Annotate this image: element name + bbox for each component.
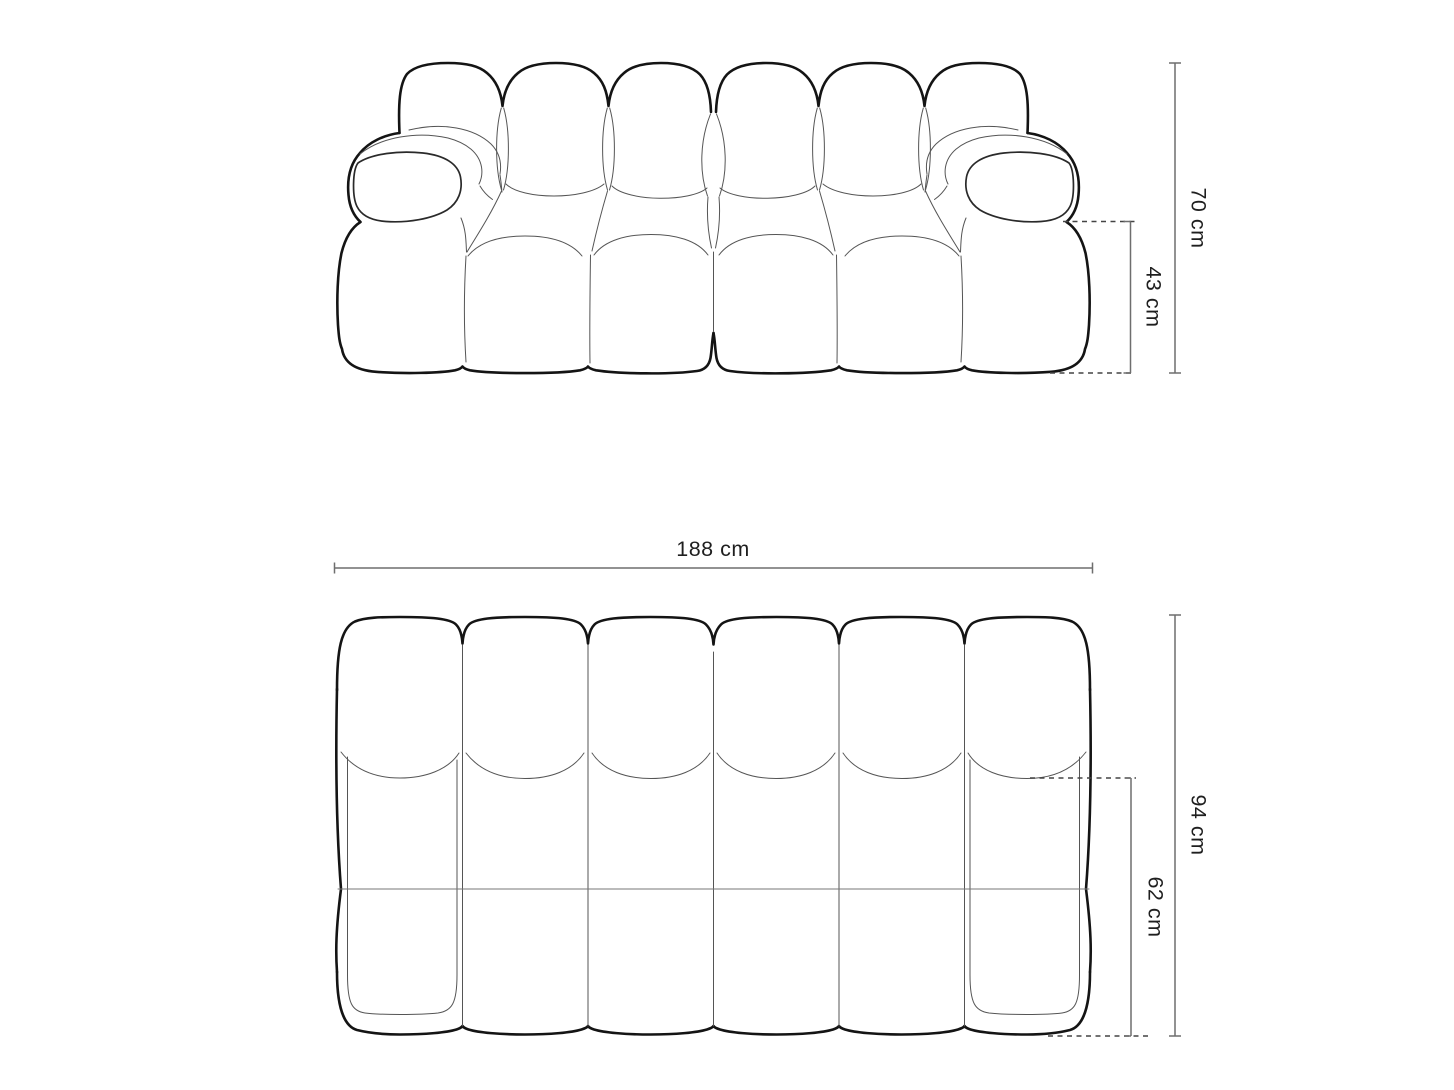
dim-line-armheight-43 — [1124, 222, 1131, 374]
top-view-drawing — [336, 617, 1090, 1035]
plan-right-edge — [1086, 689, 1091, 972]
front-seat-seams-m — [820, 191, 967, 363]
front-tufting-seams-m — [716, 108, 931, 248]
front-right-half — [714, 63, 1090, 373]
dim-line-depth-94 — [1169, 615, 1181, 1036]
plan-module-dividers — [463, 645, 965, 1026]
plan-left-edge — [336, 689, 341, 972]
dim-line-seatdepth-62 — [1125, 778, 1132, 1036]
dimension-label-seat-depth: 62 cm — [1143, 876, 1168, 938]
front-armrest-pad-m — [966, 152, 1074, 222]
front-silhouette-path-m — [714, 133, 1090, 373]
front-silhouette-path — [337, 133, 713, 373]
dimension-label-width: 188 cm — [676, 537, 750, 561]
front-seat-arcs — [468, 235, 708, 257]
front-seat-seams — [461, 191, 608, 363]
dim-line-height-70 — [1169, 63, 1181, 373]
dimension-label-height: 70 cm — [1186, 187, 1211, 249]
front-seat-arcs-m — [719, 235, 959, 257]
front-tufting-seams — [497, 108, 712, 248]
dimension-label-arm-height: 43 cm — [1141, 266, 1166, 328]
front-back-cushions-outline — [399, 63, 711, 133]
front-back-cushions-outline-m — [716, 63, 1028, 133]
dimension-label-depth: 94 cm — [1186, 794, 1211, 856]
front-left-half — [337, 63, 713, 373]
dim-line-width-188 — [335, 563, 1093, 574]
front-armrest-pad — [354, 152, 462, 222]
front-view-drawing — [337, 63, 1089, 373]
